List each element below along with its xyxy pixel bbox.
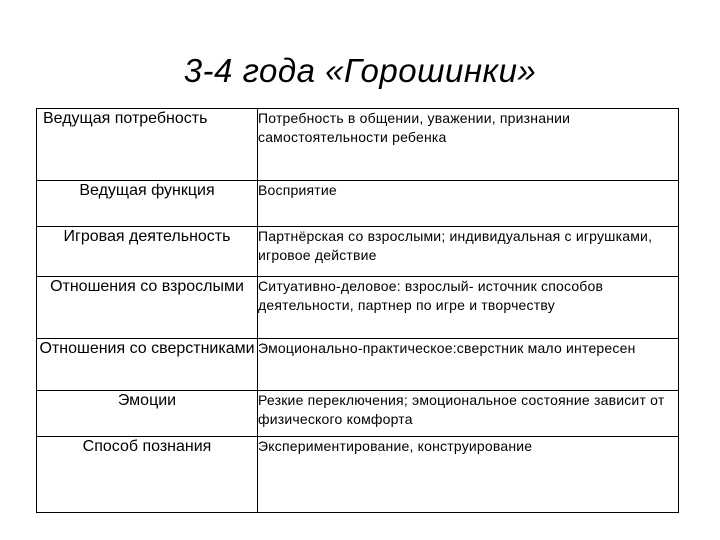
row-value-leading-need: Потребность в общении, уважении, признании самостоятельности ребенка [258,109,679,181]
row-label-leading-function: Ведущая функция [37,181,258,227]
info-table [36,108,679,513]
row-value-play-activity: Партнёрская со взрослыми; индивидуальная с игрушками, игровое действие [258,227,679,277]
row-label-peer-relations: Отношения со сверстниками [37,339,258,391]
table-row [37,437,679,513]
table-row [37,109,679,181]
row-value-peer-relations: Эмоционально-практическое:сверстник мало интересен [258,339,679,391]
table-row [37,277,679,339]
row-value-cognition-method: Экспериментирование, конструирование [258,437,679,513]
slide-title: 3-4 года «Горошинки» [183,52,537,89]
table-row [37,391,679,437]
table-row [37,181,679,227]
row-label-play-activity: Игровая деятельность [37,227,258,277]
row-label-emotions: Эмоции [37,391,258,437]
row-value-adult-relations: Ситуативно-деловое: взрослый- источник способов деятельности, партнер по игре и творчеству [258,277,679,339]
row-label-cognition-method: Способ познания [37,437,258,513]
table-row [37,227,679,277]
row-value-emotions: Резкие переключения; эмоциональное состояние зависит от физического комфорта [258,391,679,437]
row-label-adult-relations: Отношения со взрослыми [37,277,258,339]
row-value-leading-function: Восприятие [258,181,679,227]
row-label-leading-need: Ведущая потребность [37,109,258,181]
table-row [37,339,679,391]
